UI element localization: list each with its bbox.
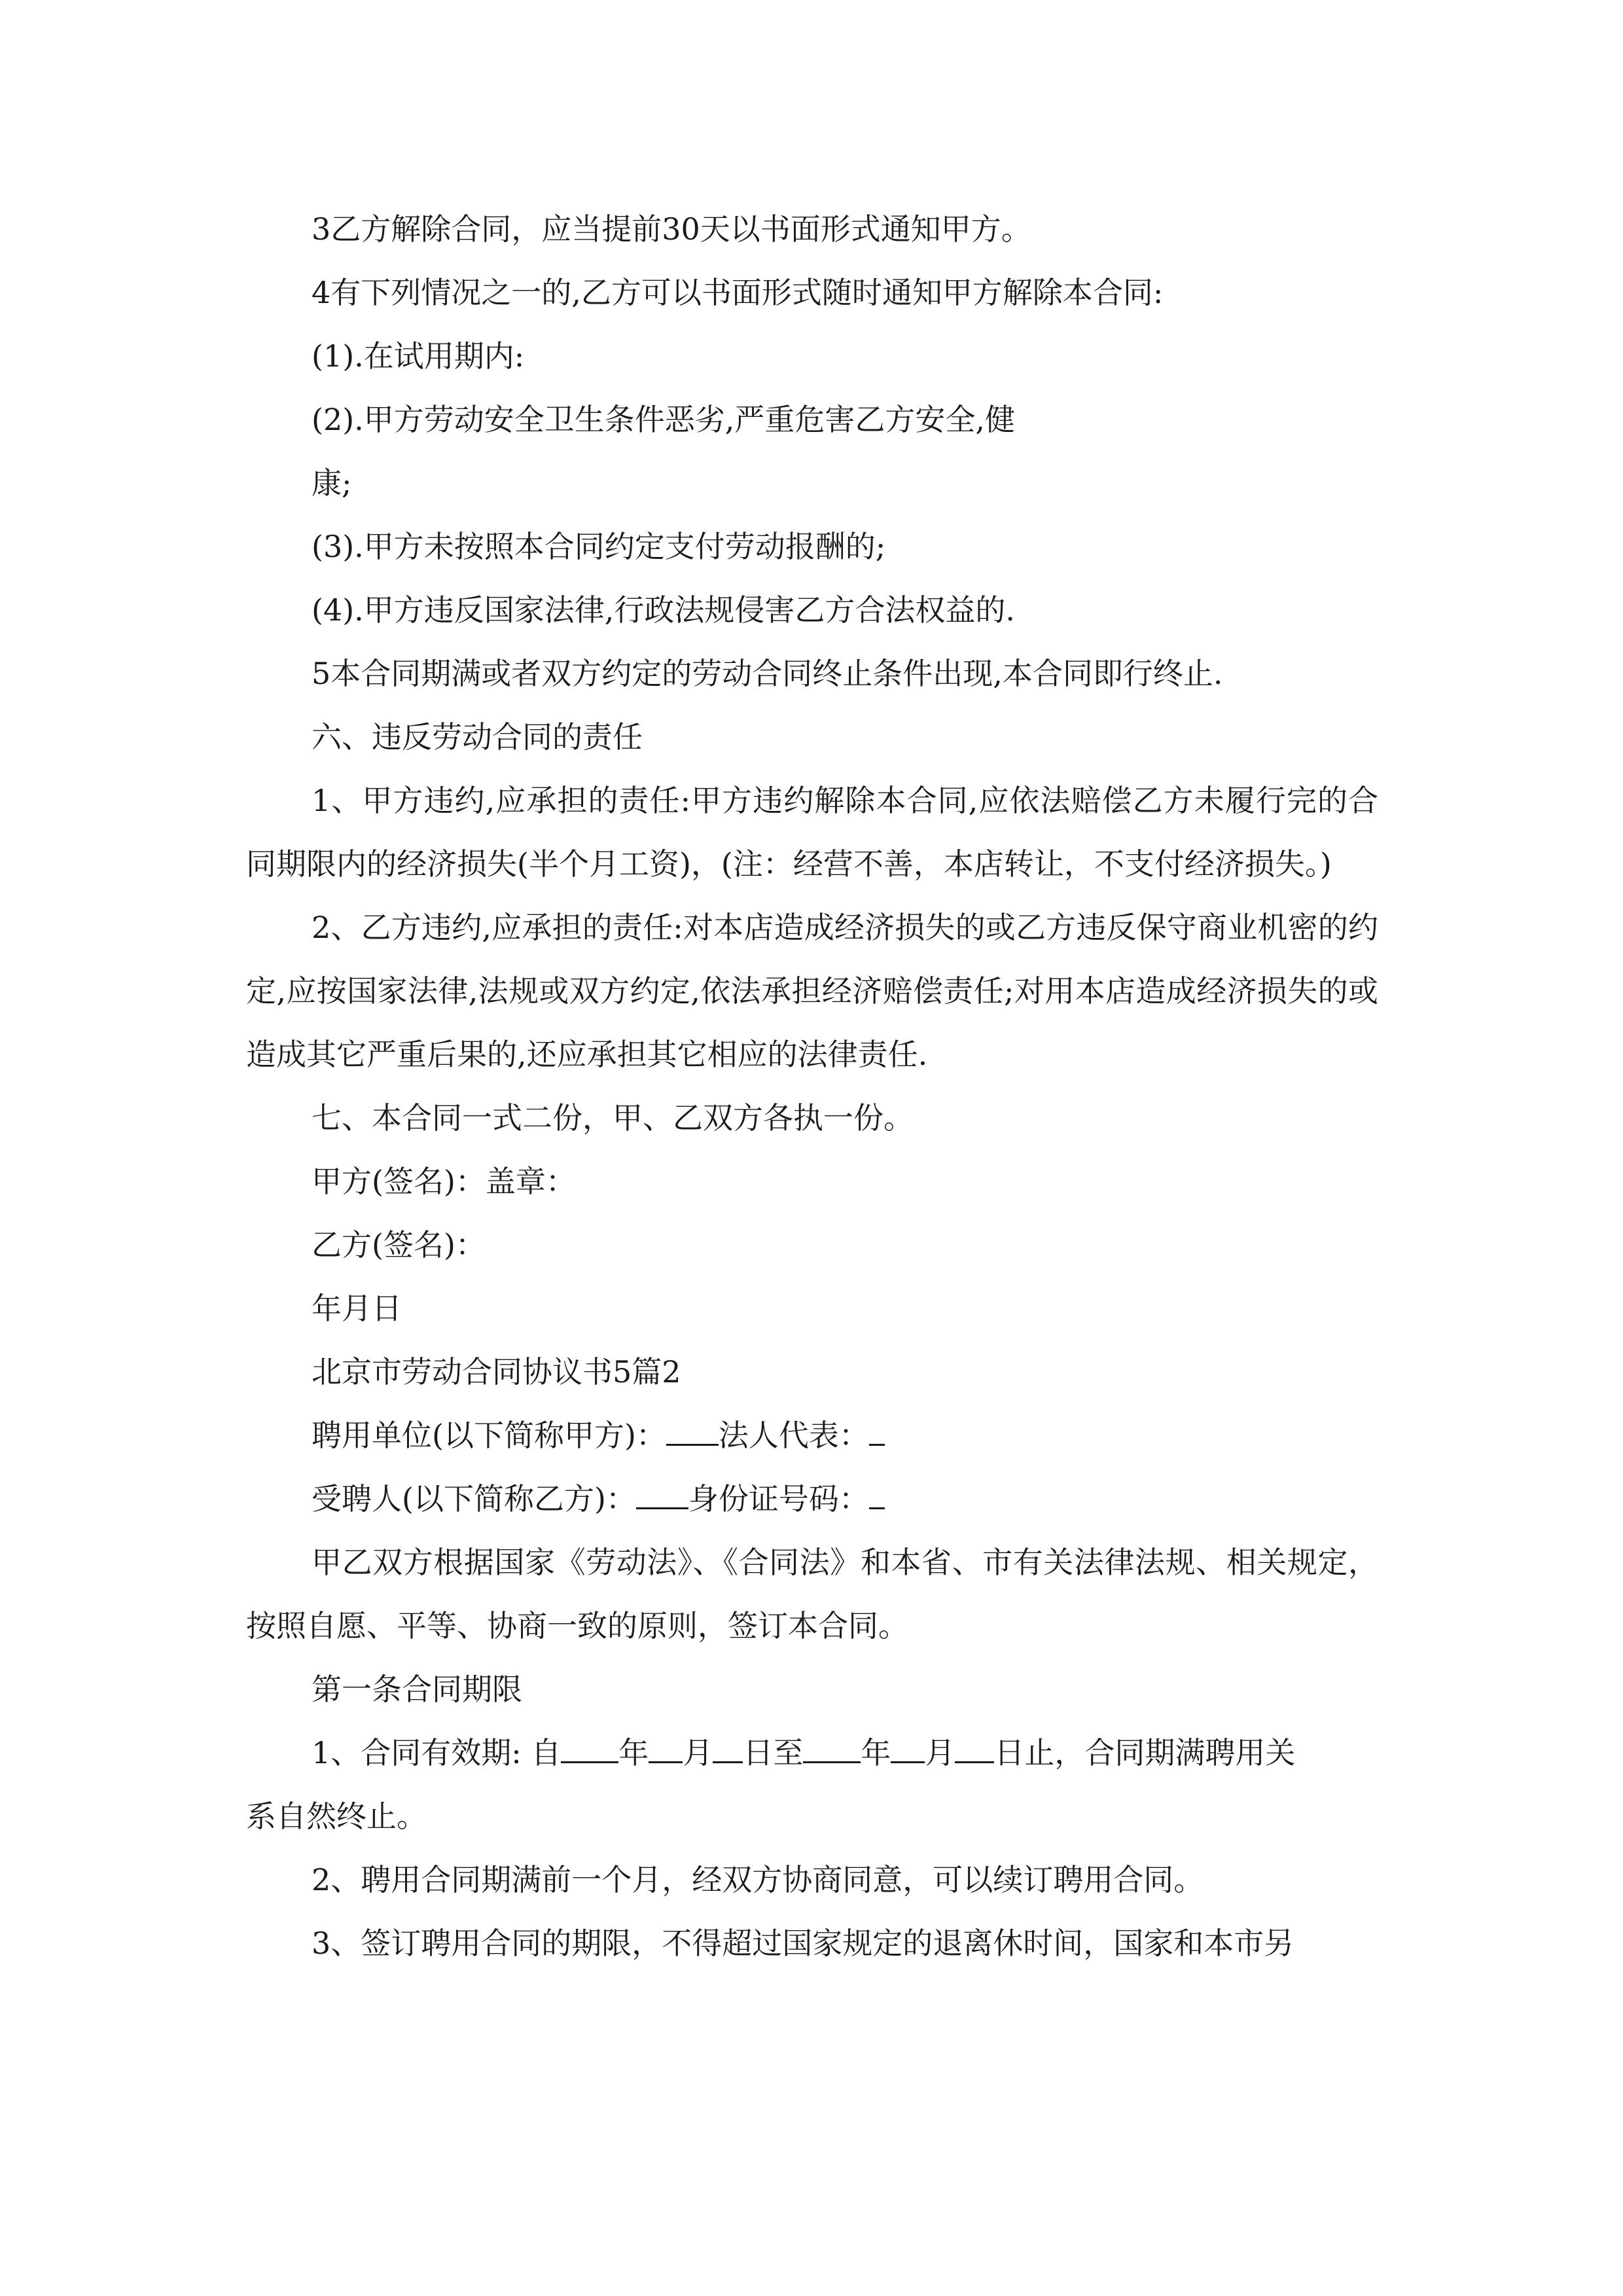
liability-party-b-paragraph: 2、乙方违约,应承担的责任:对本店造成经济损失的或乙方违反保守商业机密的约定,应按国家法律,法规或双方约定,依法承担经济赔偿责任;对用本店造成经济损失的或造成其它严重后果的,还应承担其它相应的法律责任. xyxy=(246,910,1378,1072)
employer-label: 聘用单位(以下简称甲方)： xyxy=(312,1418,666,1453)
term-day-blank-1 xyxy=(713,1735,743,1763)
employee-id-label: 身份证号码： xyxy=(688,1481,869,1516)
term-year-blank-1 xyxy=(561,1735,618,1763)
clause-line: (4).甲方违反国家法律,行政法规侵害乙方合法权益的. xyxy=(312,592,1016,628)
term-month-1: 月 xyxy=(683,1735,713,1770)
term-year-2: 年 xyxy=(861,1735,891,1770)
employee-line xyxy=(246,1467,1378,1531)
term-month-blank-1 xyxy=(649,1735,683,1763)
term-month-blank-2 xyxy=(891,1735,925,1763)
article-one-title: 第一条合同期限 xyxy=(312,1672,522,1707)
term-day-2: 日止，合同期满聘用关 xyxy=(994,1735,1296,1770)
liability-party-a-paragraph: 1、甲方违约,应承担的责任:甲方违约解除本合同,应依法赔偿乙方未履行完的合同期限内的经济损失(半个月工资)，(注：经营不善，本店转让，不支付经济损失。) xyxy=(246,783,1378,882)
renewal-clause: 2、聘用合同期满前一个月，经双方协商同意，可以续订聘用合同。 xyxy=(312,1862,1204,1897)
clause-line: 3乙方解除合同，应当提前30天以书面形式通知甲方。 xyxy=(312,211,1031,247)
term-limit-clause: 3、签订聘用合同的期限，不得超过国家规定的退离休时间，国家和本市另 xyxy=(312,1926,1294,1961)
section-heading: 六、违反劳动合同的责任 xyxy=(312,719,643,755)
term-day-1: 日至 xyxy=(743,1735,804,1770)
clause-line: (2).甲方劳动安全卫生条件恶劣,严重危害乙方安全,健 xyxy=(312,402,1016,437)
party-b-signature-line: 乙方(签名)： xyxy=(312,1227,486,1263)
clause-line: 康; xyxy=(312,465,352,501)
employee-label: 受聘人(以下简称乙方)： xyxy=(312,1481,636,1516)
contract-term-line-2: 系自然终止。 xyxy=(246,1799,427,1834)
term-year-1: 年 xyxy=(618,1735,649,1770)
employee-id-blank xyxy=(869,1481,885,1509)
clause-line: (3).甲方未按照本合同约定支付劳动报酬的; xyxy=(312,529,886,564)
employer-rep-label: 法人代表： xyxy=(718,1418,869,1453)
employer-rep-blank xyxy=(869,1418,885,1446)
clause-line: 4有下列情况之一的,乙方可以书面形式随时通知甲方解除本合同: xyxy=(312,275,1164,310)
term-month-2: 月 xyxy=(925,1735,955,1770)
term-prefix: 1、合同有效期: 自 xyxy=(312,1735,562,1770)
date-line: 年月日 xyxy=(312,1291,402,1326)
copies-clause: 七、本合同一式二份，甲、乙双方各执一份。 xyxy=(312,1100,914,1136)
party-a-signature-line: 甲方(签名)：盖章： xyxy=(312,1164,576,1199)
clause-line: 5本合同期满或者双方约定的劳动合同终止条件出现,本合同即行终止. xyxy=(312,656,1223,691)
employer-blank xyxy=(666,1418,719,1446)
term-year-blank-2 xyxy=(803,1735,861,1763)
employer-line xyxy=(246,1404,1378,1467)
document-title: 北京市劳动合同协议书5篇2 xyxy=(312,1354,681,1390)
basis-paragraph: 甲乙双方根据国家《劳动法》、《合同法》和本省、市有关法律法规、相关规定，按照自愿、平等、协商一致的原则，签订本合同。 xyxy=(246,1545,1378,1643)
contract-term-line xyxy=(246,1721,1378,1785)
clause-line: (1).在试用期内: xyxy=(312,338,525,374)
employee-blank xyxy=(636,1481,688,1509)
document-body xyxy=(246,198,1378,1975)
term-day-blank-2 xyxy=(955,1735,994,1763)
